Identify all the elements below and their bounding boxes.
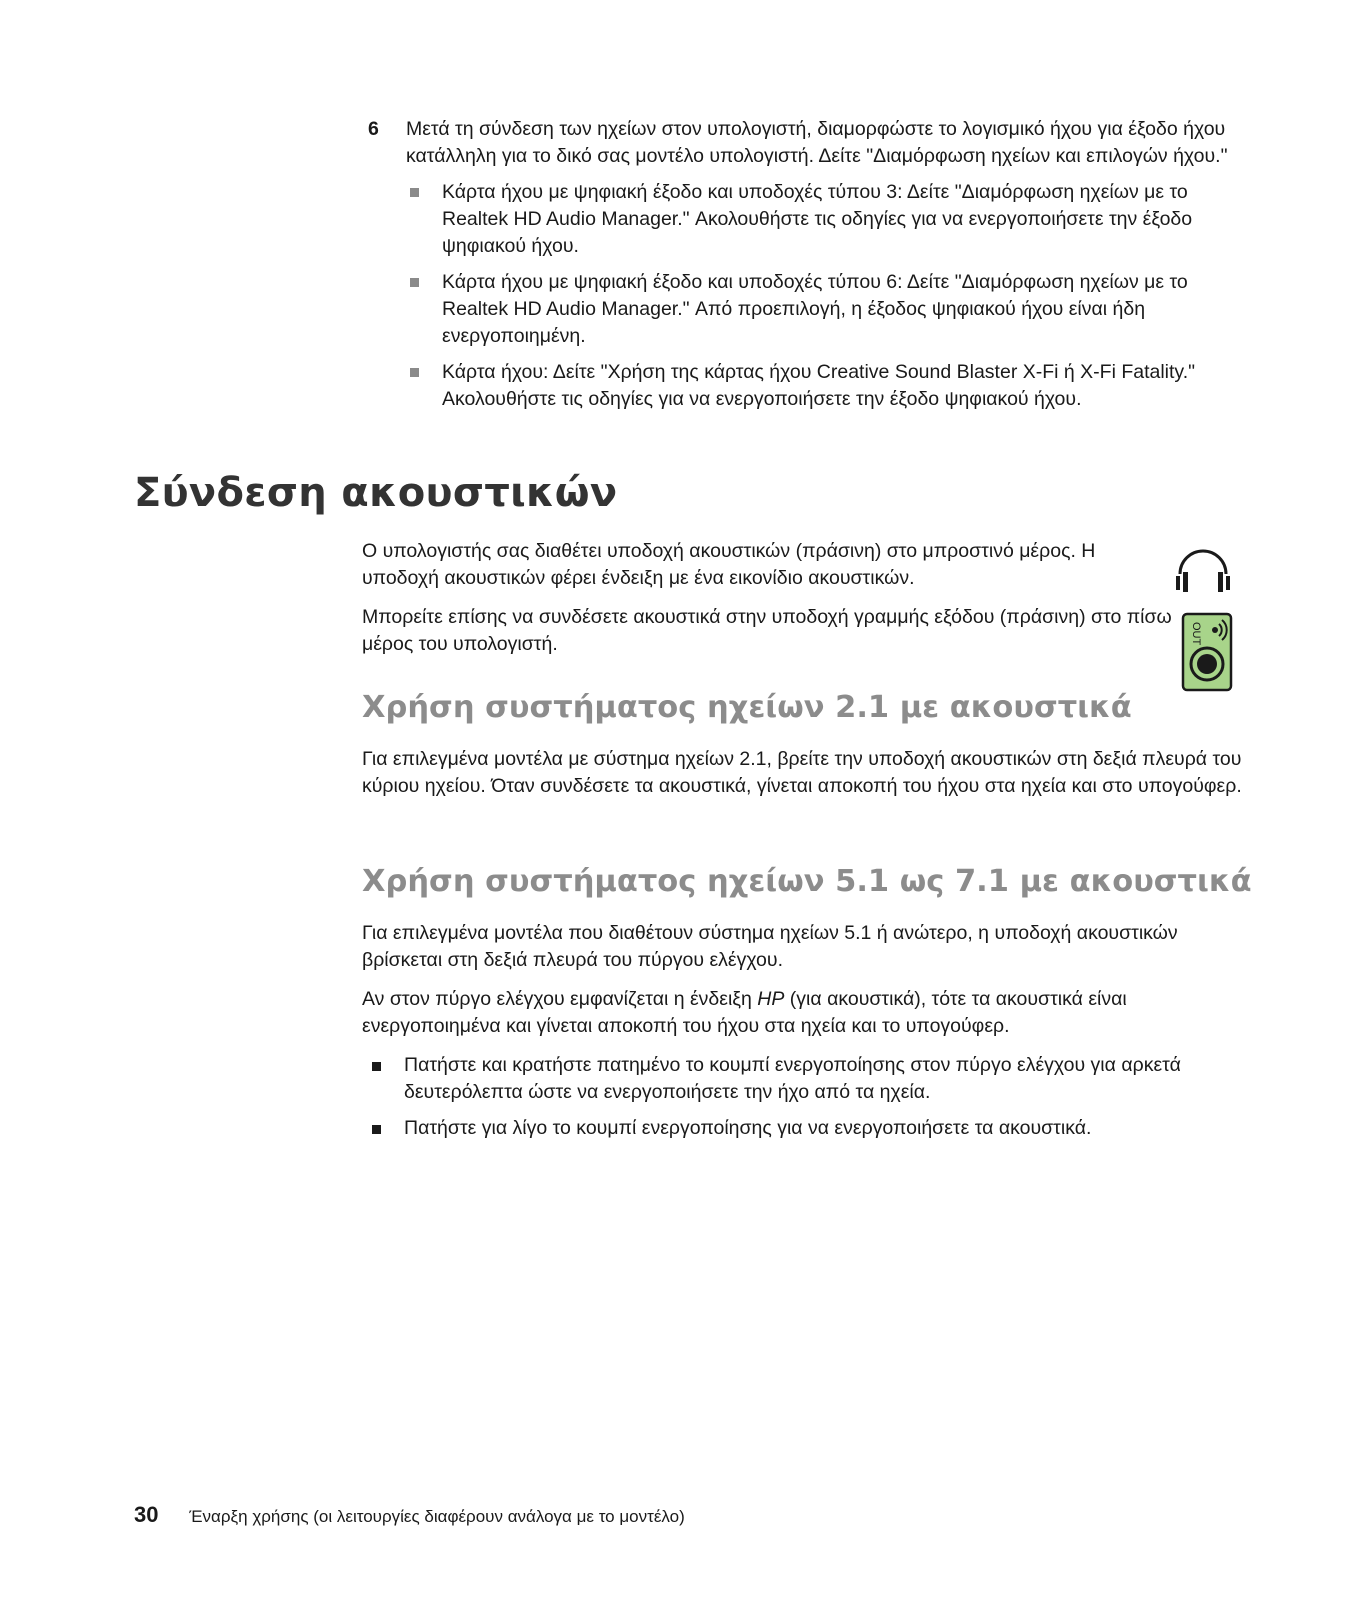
bullet-square-icon xyxy=(372,1062,381,1071)
footer-text: Έναρξη χρήσης (οι λειτουργίες διαφέρουν ανάλογα με το μοντέλο) xyxy=(189,1507,685,1526)
text-run: (για ακουστικά), τότε τα ακουστικά είναι ενεργοποιημένα και γίνεται αποκοπή του ήχου στα ηχεία και το υπογούφερ. xyxy=(362,988,1127,1037)
jack-label: OUT xyxy=(1190,622,1202,646)
paragraph: Μπορείτε επίσης να συνδέσετε ακουστικά στην υποδοχή γραμμής εξόδου (πράσινη) στο πίσω μέρος του υπολογιστή. xyxy=(362,606,1172,655)
text-run: Αν στον πύργο ελέγχου εμφανίζεται η ένδειξη xyxy=(362,988,758,1010)
subsection-51-body xyxy=(362,920,1242,1151)
subsection-title-51: Χρήση συστήματος ηχείων 5.1 ως 7.1 με ακουστικά xyxy=(362,864,1252,899)
paragraph xyxy=(362,986,1242,1040)
paragraph: Ο υπολογιστής σας διαθέτει υποδοχή ακουστικών (πράσινη) στο μπροστινό μέρος. Η υποδοχή ακουστικών φέρει ένδειξη με ένα εικονίδιο ακουστικών. xyxy=(362,540,1096,589)
paragraph: Για επιλεγμένα μοντέλα που διαθέτουν σύστημα ηχείων 5.1 ή ανώτερο, η υποδοχή ακουστικών βρίσκεται στη δεξιά πλευρά του πύργου ελέγχου. xyxy=(362,922,1178,971)
headphones-icon xyxy=(1172,540,1234,602)
step-6 xyxy=(368,116,1248,422)
page-footer xyxy=(134,1502,685,1528)
subsection-51-bullets xyxy=(362,1052,1242,1142)
list-item-text: Κάρτα ήχου με ψηφιακή έξοδο και υποδοχές τύπου 3: Δείτε "Διαμόρφωση ηχείων με το Realtek HD Audio Manager." Ακολουθήστε τις οδηγίες για να ενεργοποιήσετε την έξοδο ψηφιακού ήχου. xyxy=(442,181,1193,257)
list-item xyxy=(362,1052,1242,1106)
step-number: 6 xyxy=(368,118,379,140)
list-item xyxy=(368,359,1248,413)
list-item-text: Κάρτα ήχου με ψηφιακή έξοδο και υποδοχές τύπου 6: Δείτε "Διαμόρφωση ηχείων με το Realtek HD Audio Manager." Από προεπιλογή, η έξοδος ψηφιακού ήχου είναι ήδη ενεργοποιημένη. xyxy=(442,271,1188,347)
bullet-square-icon xyxy=(410,368,419,377)
list-item-text: Πατήστε για λίγο το κουμπί ενεργοποίησης για να ενεργοποιήσετε τα ακουστικά. xyxy=(404,1117,1092,1139)
section-intro xyxy=(362,538,1172,670)
list-item xyxy=(368,179,1248,260)
list-item xyxy=(368,269,1248,350)
list-item-text: Κάρτα ήχου: Δείτε "Χρήση της κάρτας ήχου Creative Sound Blaster X-Fi ή X-Fi Fatality." Ακολουθήστε τις οδηγίες για να ενεργοποιήσετε την έξοδο ψηφιακού ήχου. xyxy=(442,361,1196,410)
list-item xyxy=(362,1115,1242,1142)
step-6-bullets xyxy=(368,179,1248,413)
bullet-square-icon xyxy=(410,278,419,287)
step-text: Μετά τη σύνδεση των ηχείων στον υπολογιστή, διαμορφώστε το λογισμικό ήχου για έξοδο ήχου κατάλληλη για το δικό σας μοντέλο υπολογιστή. Δείτε "Διαμόρφωση ηχείων και επιλογών ήχου." xyxy=(406,118,1228,167)
bullet-square-icon xyxy=(410,188,419,197)
list-item-text: Πατήστε και κρατήστε πατημένο το κουμπί ενεργοποίησης στον πύργο ελέγχου για αρκετά δευτερόλεπτα ώστε να ενεργοποιήσετε την ήχο από τα ηχεία. xyxy=(404,1054,1181,1103)
hp-indicator-text: HP xyxy=(757,988,785,1010)
line-out-jack-icon xyxy=(1181,612,1233,692)
bullet-square-icon xyxy=(372,1125,381,1134)
section-title: Σύνδεση ακουστικών xyxy=(134,470,618,516)
paragraph: Για επιλεγμένα μοντέλα με σύστημα ηχείων 2.1, βρείτε την υποδοχή ακουστικών στη δεξιά πλευρά του κύριου ηχείου. Όταν συνδέσετε τα ακουστικά, γίνεται αποκοπή του ήχου στα ηχεία και στο υπογούφερ. xyxy=(362,748,1242,797)
subsection-21-body xyxy=(362,746,1242,812)
page-number: 30 xyxy=(134,1502,159,1527)
subsection-title-21: Χρήση συστήματος ηχείων 2.1 με ακουστικά xyxy=(362,690,1132,725)
